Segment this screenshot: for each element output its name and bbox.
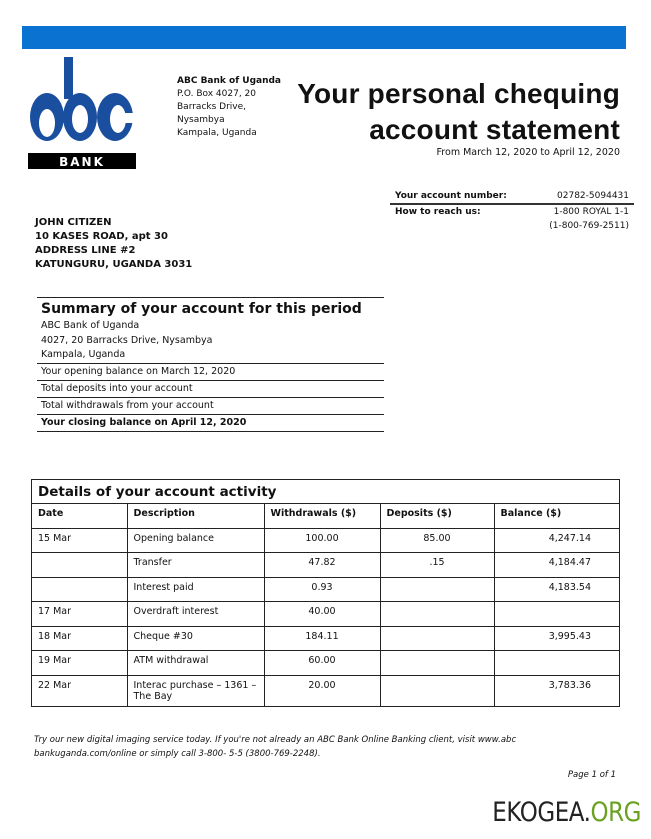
note-line: Try our new digital imaging service today. If you're not already an ABC Bank Online Banking client, visit www.abc: [34, 735, 517, 745]
cell-date: 19 Mar: [32, 651, 127, 676]
cell-description: ATM withdrawal: [127, 651, 264, 676]
account-summary: [37, 297, 384, 432]
page-number: Page 1 of 1: [567, 770, 616, 780]
cell-date: 15 Mar: [32, 528, 127, 553]
table-row: [32, 675, 619, 706]
phone: 1-800 ROYAL 1-1: [553, 207, 629, 217]
cell-deposit: [380, 651, 494, 676]
address-line: Nysambya: [177, 115, 225, 125]
svg-text:BANK: BANK: [59, 155, 105, 169]
cell-withdrawal: 40.00: [264, 602, 380, 627]
cell-withdrawal: 60.00: [264, 651, 380, 676]
bank-address: [177, 75, 281, 140]
reach-us-label: How to reach us:: [395, 207, 481, 217]
header-bar: [22, 26, 626, 49]
address-line: P.O. Box 4027, 20: [177, 89, 256, 99]
summary-address-line: 4027, 20 Barracks Drive, Nysambya: [41, 334, 213, 346]
recipient-name: JOHN CITIZEN: [35, 217, 112, 228]
promo-note: [34, 733, 534, 761]
activity-table: [32, 504, 619, 706]
column-header-description: Description: [127, 504, 264, 528]
summary-closing-balance: Your closing balance on April 12, 2020: [37, 414, 384, 432]
table-row: [32, 651, 619, 676]
cell-date: 22 Mar: [32, 675, 127, 706]
cell-withdrawal: 184.11: [264, 626, 380, 651]
cell-balance: 4,183.54: [494, 577, 619, 602]
cell-date: [32, 553, 127, 578]
address-line: Barracks Drive,: [177, 102, 247, 112]
watermark-text: EKOGEA.: [492, 797, 591, 828]
account-activity: [31, 479, 620, 707]
recipient-line: ADDRESS LINE #2: [35, 245, 136, 256]
cell-balance: 3,995.43: [494, 626, 619, 651]
cell-date: [32, 577, 127, 602]
summary-address-line: ABC Bank of Uganda: [41, 320, 140, 331]
cell-deposit: [380, 577, 494, 602]
cell-description: Transfer: [127, 553, 264, 578]
cell-deposit: .15: [380, 553, 494, 578]
cell-withdrawal: 100.00: [264, 528, 380, 553]
cell-deposit: [380, 626, 494, 651]
account-number-label: Your account number:: [395, 191, 507, 201]
cell-balance: 3,783.36: [494, 675, 619, 706]
cell-date: 17 Mar: [32, 602, 127, 627]
cell-description: Interac purchase – 1361 – The Bay: [127, 675, 264, 706]
title-line: Your personal chequing: [297, 78, 620, 109]
cell-deposit: [380, 602, 494, 627]
cell-balance: 4,247.14: [494, 528, 619, 553]
table-header-row: [32, 504, 619, 528]
cell-balance: [494, 602, 619, 627]
summary-opening-balance: Your opening balance on March 12, 2020: [37, 363, 384, 380]
bank-name: ABC Bank of Uganda: [177, 76, 282, 86]
table-row: [32, 528, 619, 553]
table-row: [32, 577, 619, 602]
cell-date: 18 Mar: [32, 626, 127, 651]
cell-withdrawal: 20.00: [264, 675, 380, 706]
cell-balance: 4,184.47: [494, 553, 619, 578]
abc-bank-logo: [28, 57, 136, 169]
watermark: [492, 797, 641, 828]
table-row: [32, 553, 619, 578]
watermark-text-accent: ORG: [590, 797, 641, 828]
cell-description: Overdraft interest: [127, 602, 264, 627]
recipient-address: [35, 216, 192, 272]
cell-deposit: [380, 675, 494, 706]
address-line: Kampala, Uganda: [177, 128, 257, 138]
column-header-date: Date: [32, 504, 127, 528]
note-line: bankuganda.com/online or simply call 3-800- 5-5 (3800-769-2248).: [34, 749, 321, 759]
cell-description: Cheque #30: [127, 626, 264, 651]
cell-deposit: 85.00: [380, 528, 494, 553]
summary-title: Summary of your account for this period: [37, 297, 384, 319]
recipient-line: KATUNGURU, UGANDA 3031: [35, 259, 193, 270]
column-header-balance: Balance ($): [494, 504, 619, 528]
table-row: [32, 626, 619, 651]
cell-withdrawal: 47.82: [264, 553, 380, 578]
activity-title: Details of your account activity: [32, 480, 619, 504]
title-line: account statement: [369, 114, 620, 145]
cell-balance: [494, 651, 619, 676]
column-header-deposits: Deposits ($): [380, 504, 494, 528]
account-number: 02782-5094431: [557, 191, 629, 201]
page-title: [297, 76, 620, 148]
summary-total-withdrawals: Total withdrawals from your account: [37, 397, 384, 414]
statement-period: From March 12, 2020 to April 12, 2020: [436, 147, 620, 158]
cell-description: Opening balance: [127, 528, 264, 553]
table-row: [32, 602, 619, 627]
summary-total-deposits: Total deposits into your account: [37, 380, 384, 397]
cell-withdrawal: 0.93: [264, 577, 380, 602]
summary-address-line: Kampala, Uganda: [41, 349, 126, 360]
cell-description: Interest paid: [127, 577, 264, 602]
recipient-line: 10 KASES ROAD, apt 30: [35, 231, 168, 242]
column-header-withdrawals: Withdrawals ($): [264, 504, 380, 528]
phone-numeric: (1-800-769-2511): [549, 221, 629, 231]
account-info: [390, 189, 634, 233]
